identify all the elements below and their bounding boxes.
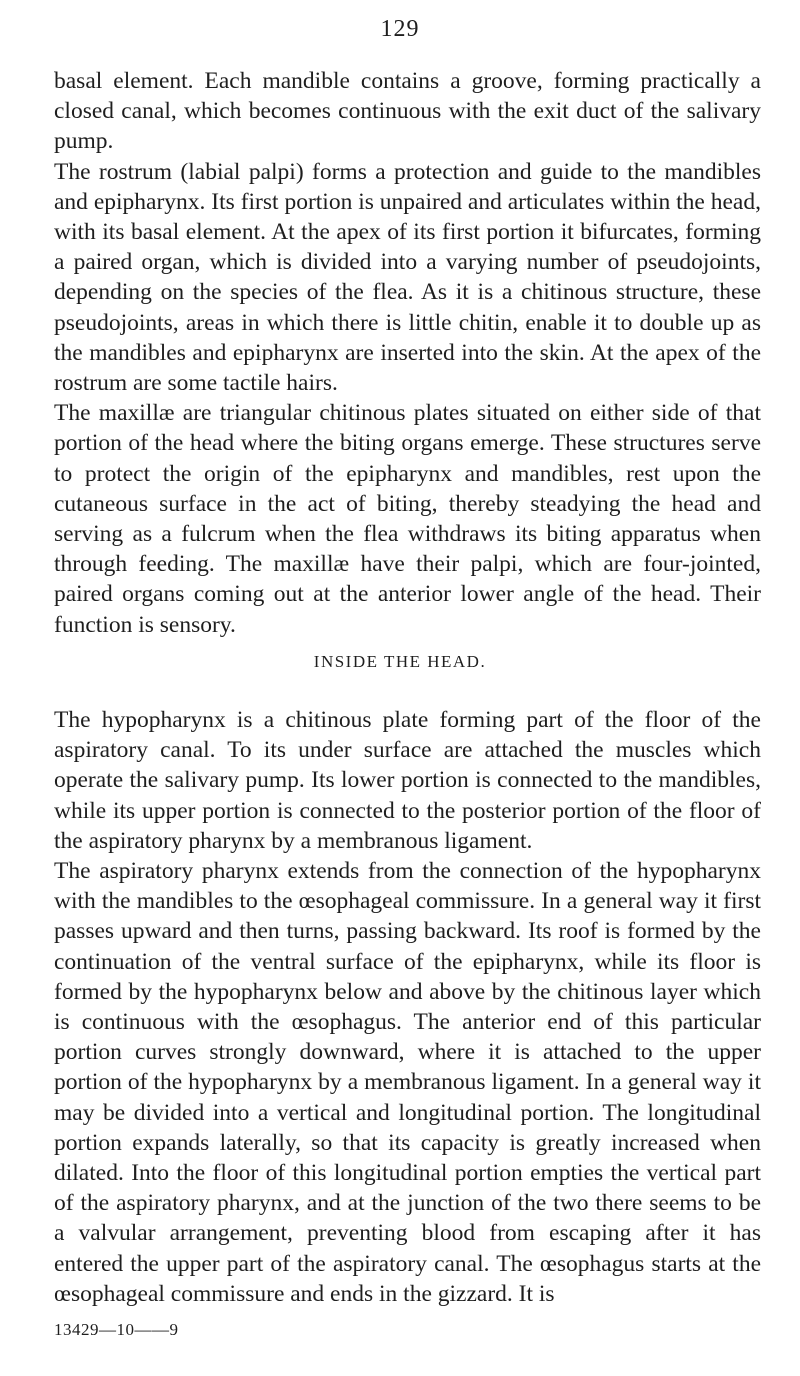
paragraph-hypopharynx: The hypopharynx is a chitinous plate forming part of the floor of the aspiratory canal. To its under surface are attached the muscles which operate the salivary pump. Its lower portion is connected to the mandibles, while its upper portion is connected to the posterior portion of the floor of the aspiratory pharynx by a membranous ligament.	[54, 707, 761, 854]
paragraph-aspiratory-pharynx: The aspiratory pharynx extends from the connection of the hypopharynx with the mandibles to the œsophageal commissure. In a general way it first passes upward and then turns, passing backward. Its roof is formed by the continuation of the ventral surface of the epipharynx, while its floor is formed by the hypopharynx below and above by the chitinous layer which is continuous with the œsophagus. The anterior end of this particular portion curves strongly downward, where it is attached to the upper portion of the hypopharynx by a membranous ligament. In a general way it may be divided into a vertical and longitudinal portion. The longitudinal portion expands laterally, so that its capacity is greatly increased when dilated. Into the floor of this longitudinal portion empties the vertical part of the aspiratory pharynx, and at the junction of the two there seems to be a valvular arrangement, preventing blood from escaping after it has entered the upper part of the aspiratory canal. The œsophagus starts at the œsophageal commissure and ends in the gizzard. It is	[54, 858, 761, 1307]
paragraph-continued: basal element. Each mandible contains a groove, forming practically a closed canal, which becomes continuous with the exit duct of the salivary pump.	[54, 68, 761, 155]
section-heading: INSIDE THE HEAD.	[313, 652, 487, 671]
bottom-text-block	[54, 705, 761, 1309]
top-text-block	[54, 66, 761, 640]
paragraph-rostrum: The rostrum (labial palpi) forms a protection and guide to the mandibles and epipharynx. Its first portion is unpaired and articulates within the head, with its basal element. At the apex of its first portion it bifurcates, forming a paired organ, which is divided into a varying number of pseudojoints, depending on the species of the flea. As it is a chitinous structure, these pseudojoints, areas in which there is little chitin, enable it to double up as the mandibles and epipharynx are inserted into the skin. At the apex of the rostrum are some tactile hairs.	[54, 158, 761, 397]
printer-signature: 13429—10——9	[54, 1320, 179, 1339]
paragraph-maxillae: The maxillæ are triangular chitinous plates situated on either side of that portion of the head where the biting organs emerge. These structures serve to protect the origin of the epipharynx and mandibles, rest upon the cutaneous surface in the act of biting, thereby steadying the head and serving as a fulcrum when the flea withdraws its biting apparatus when through feeding. The maxillæ have their palpi, which are four-jointed, paired organs coming out at the anterior lower angle of the head. Their function is sensory.	[54, 400, 761, 638]
page-number: 129	[380, 16, 420, 42]
